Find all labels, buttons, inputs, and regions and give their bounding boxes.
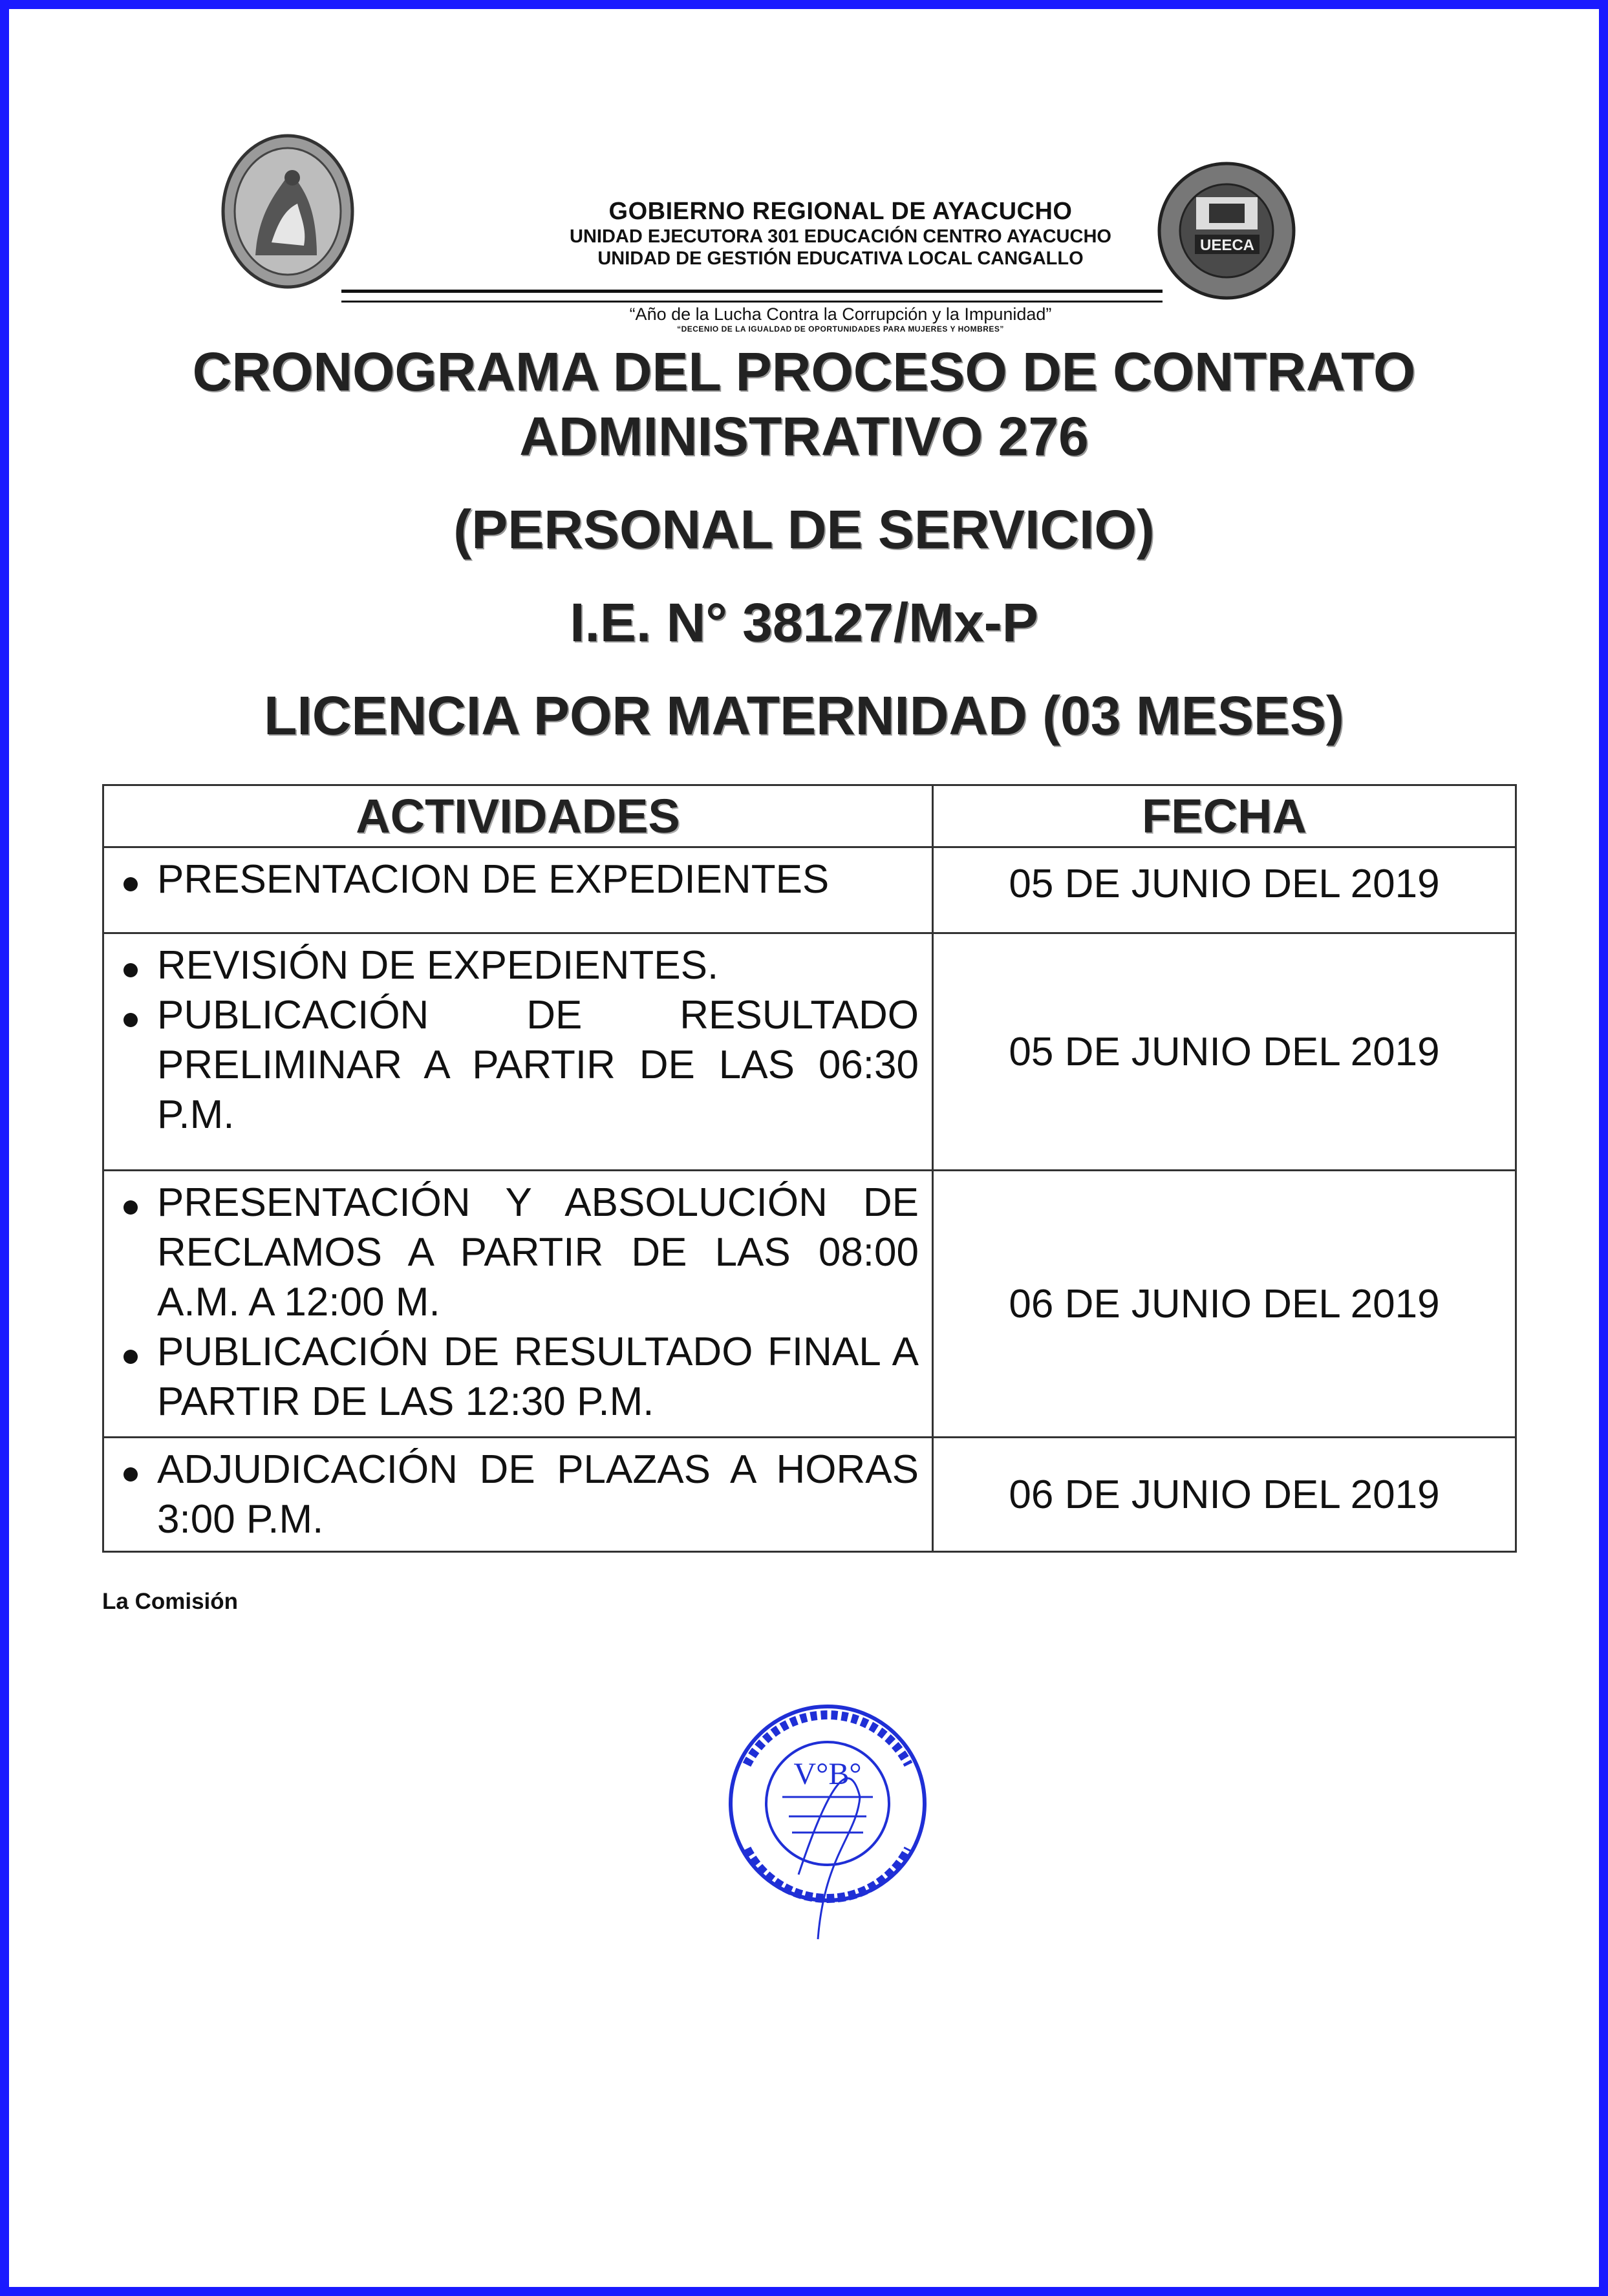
table-row	[103, 1438, 1516, 1552]
header-executing-unit: UNIDAD EJECUTORA 301 EDUCACIÓN CENTRO AYACUCHO	[570, 226, 1111, 247]
title-line-1: CRONOGRAMA DEL PROCESO DE CONTRATO	[192, 341, 1416, 402]
year-motto: “Año de la Lucha Contra la Corrupción y la Impunidad”	[629, 304, 1052, 324]
date-cell: 06 DE JUNIO DEL 2019	[933, 1438, 1516, 1552]
title-line-5: LICENCIA POR MATERNIDAD (03 MESES)	[264, 685, 1344, 746]
decade-motto: “DECENIO DE LA IGUALDAD DE OPORTUNIDADES PARA MUJERES Y HOMBRES”	[677, 324, 1004, 334]
schedule-table	[102, 784, 1517, 1553]
table-row	[103, 847, 1516, 933]
title-line-4: I.E. N° 38127/Mx-P	[570, 592, 1038, 653]
activity-item: PUBLICACIÓN DE RESULTADO FINAL A PARTIR DE LAS 12:30 P.M.	[123, 1327, 919, 1427]
activity-item: PUBLICACIÓN DE RESULTADO PRELIMINAR A PARTIR DE LAS 06:30 P.M.	[123, 990, 919, 1140]
column-header-date: FECHA	[933, 785, 1516, 847]
header-block	[343, 197, 1338, 270]
activity-item: PRESENTACION DE EXPEDIENTES	[123, 855, 919, 904]
approval-stamp-icon	[721, 1700, 934, 1946]
header-ugel: UNIDAD DE GESTIÓN EDUCATIVA LOCAL CANGALLO	[597, 248, 1084, 269]
activity-item: REVISIÓN DE EXPEDIENTES.	[123, 941, 919, 990]
signature-commission: La Comisión	[102, 1589, 239, 1614]
column-header-activities: ACTIVIDADES	[103, 785, 933, 847]
activity-item: PRESENTACIÓN Y ABSOLUCIÓN DE RECLAMOS A PARTIR DE LAS 08:00 A.M. A 12:00 M.	[123, 1178, 919, 1327]
document-title	[65, 339, 1543, 748]
table-header-row	[103, 785, 1516, 847]
activities-cell	[103, 933, 933, 1171]
title-line-3: (PERSONAL DE SERVICIO)	[453, 499, 1155, 560]
svg-text:UEECA: UEECA	[1199, 237, 1255, 254]
activity-item: ADJUDICACIÓN DE PLAZAS A HORAS 3:00 P.M.	[123, 1445, 919, 1544]
date-cell: 05 DE JUNIO DEL 2019	[933, 847, 1516, 933]
header-government: GOBIERNO REGIONAL DE AYACUCHO	[608, 198, 1073, 225]
activities-cell	[103, 847, 933, 933]
table-row	[103, 1171, 1516, 1438]
date-cell: 06 DE JUNIO DEL 2019	[933, 1171, 1516, 1438]
regional-government-seal-icon	[220, 133, 356, 291]
header-divider	[341, 290, 1163, 303]
svg-text:V°B°: V°B°	[793, 1757, 862, 1791]
activities-cell	[103, 1171, 933, 1438]
table-row	[103, 933, 1516, 1171]
date-cell: 05 DE JUNIO DEL 2019	[933, 933, 1516, 1171]
title-line-2: ADMINISTRATIVO 276	[519, 406, 1089, 467]
activities-cell	[103, 1438, 933, 1552]
